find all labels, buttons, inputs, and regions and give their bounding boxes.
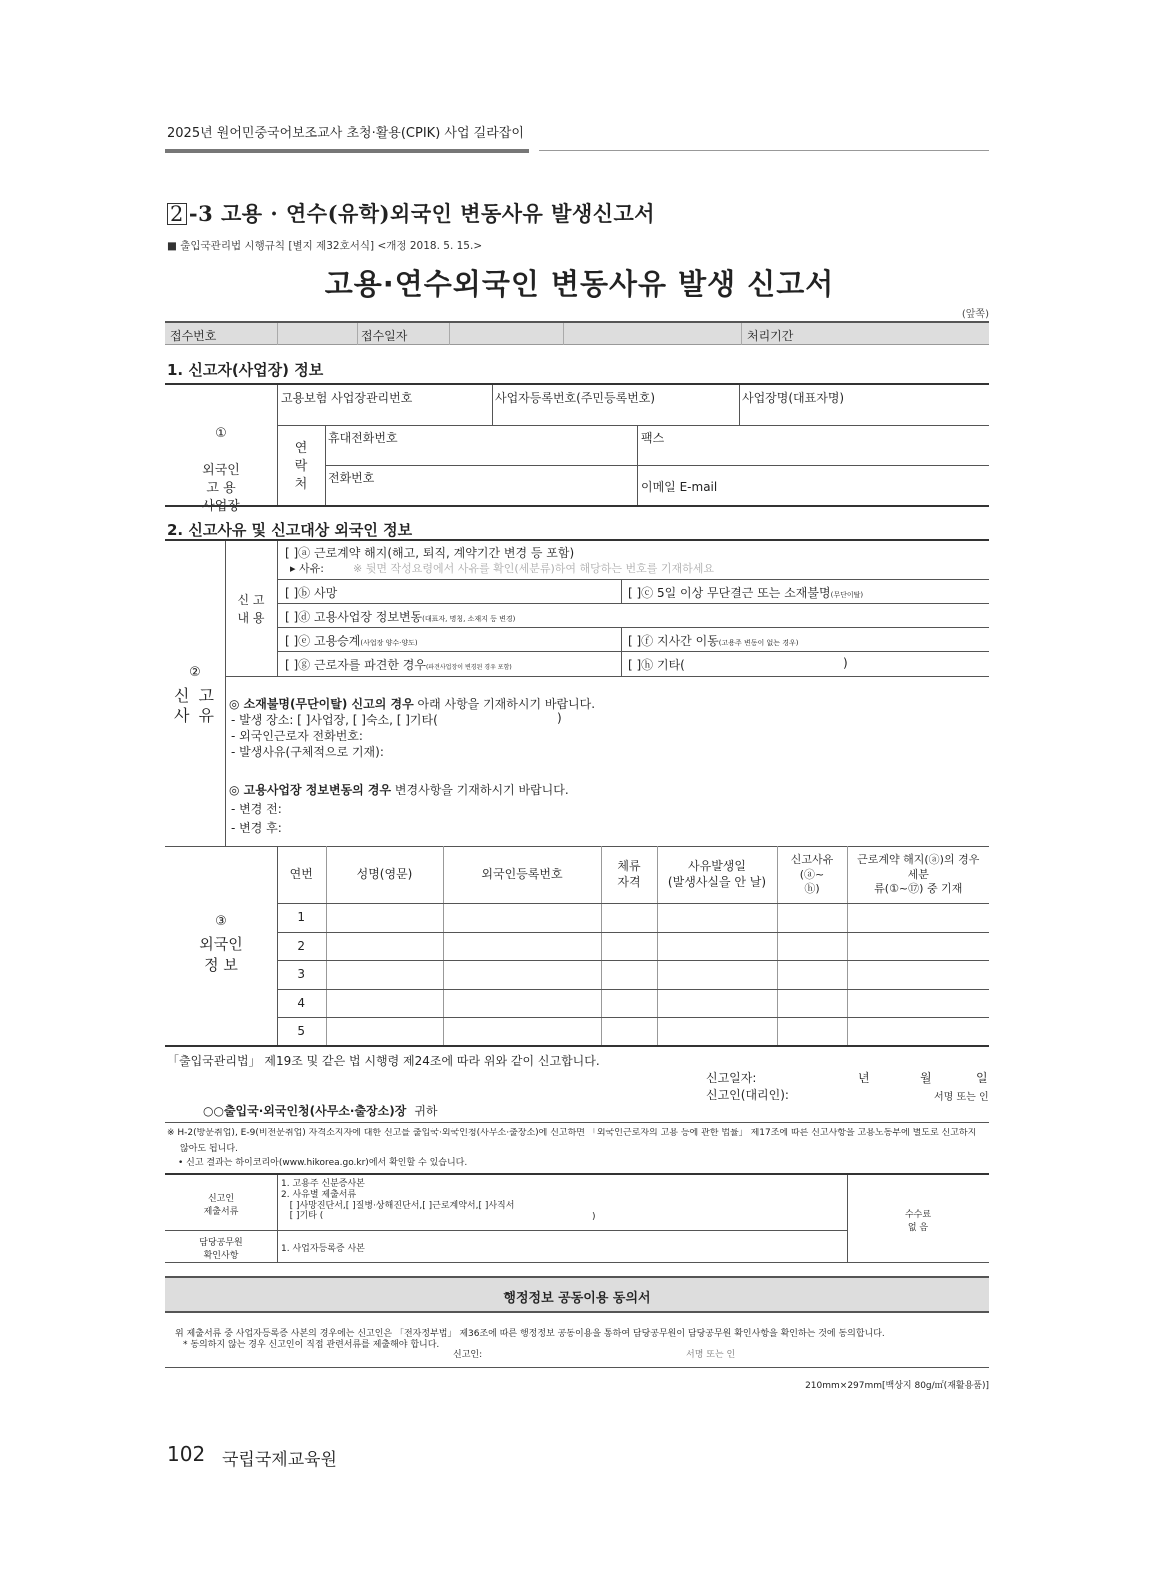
publisher: 국립국제교육원 — [222, 1450, 337, 1470]
receipt-bar — [165, 321, 989, 345]
mobile-field[interactable]: 휴대전화번호 — [328, 431, 398, 445]
header-rule-thin — [539, 150, 989, 151]
reason-cell[interactable] — [777, 989, 847, 1017]
status-cell[interactable] — [601, 932, 657, 960]
reason-cell[interactable] — [777, 932, 847, 960]
column-header: 성명(영문) — [326, 846, 443, 904]
legal-reference: ■ 출입국관리법 시행규칙 [별지 제32호서식] <개정 2018. 5. 15.> — [167, 240, 483, 252]
processing-period-label: 처리기간 — [747, 329, 794, 343]
column-header: 체류 자격 — [601, 846, 657, 904]
signature-field[interactable]: 서명 또는 인 — [934, 1092, 989, 1103]
date-cell[interactable] — [657, 989, 777, 1017]
part2-number: ② — [189, 665, 201, 680]
documents-section — [165, 1175, 989, 1262]
date-cell[interactable] — [657, 932, 777, 960]
month-label[interactable]: 월 — [920, 1071, 932, 1085]
row-number: 2 — [277, 932, 326, 960]
running-header: 2025년 원어민중국어보조교사 초청·활용(CPIK) 사업 길라잡이 — [167, 126, 524, 141]
reason-a-sub: ▸ 사유: — [290, 562, 324, 575]
column-header: 연번 — [277, 846, 326, 904]
change-after[interactable]: - 변경 후: — [231, 821, 282, 835]
consent-note: * 동의하지 않는 경우 신고인이 직접 관련서류를 제출해야 합니다. — [183, 1340, 440, 1350]
employer-info-section — [165, 385, 989, 506]
page-number: 102 — [167, 1442, 206, 1466]
column-header: 외국인등록번호 — [443, 846, 601, 904]
report-date-label: 신고일자: — [706, 1071, 757, 1085]
note-2: • 신고 결과는 하이코리아(www.hikorea.go.kr)에서 확인할 수 있습니다. — [178, 1158, 468, 1168]
reason-b[interactable]: [ ]ⓑ 사망 — [285, 586, 338, 600]
consent-text: 위 제출서류 중 사업자등록증 사본의 경우에는 신고인은 「전자정부법」 제36조에 따른 행정정보 공동이용을 통하여 담당공무원이 담당공무원 확인사항을 확인하는 것에 동의합니다. — [175, 1329, 885, 1339]
form-title: 고용·연수외국인 변동사유 발생 신고서 — [324, 267, 835, 301]
part3-left-label: 외국인 정 보 — [199, 935, 243, 974]
report-reason-section — [165, 541, 989, 846]
section-title-text: -3 고용 · 연수(유학)외국인 변동사유 발생신고서 — [188, 201, 656, 226]
date-cell[interactable] — [657, 961, 777, 989]
registration-cell[interactable] — [443, 1018, 601, 1046]
table-row — [277, 989, 989, 1017]
biz-reg-number-field[interactable]: 사업자등록번호(주민등록번호) — [495, 391, 656, 405]
consent-reporter-label: 신고인: — [453, 1350, 483, 1360]
applicant-docs-label: 신고인 제출서류 — [203, 1194, 239, 1217]
registration-cell[interactable] — [443, 932, 601, 960]
phone-field[interactable]: 전화번호 — [328, 471, 375, 485]
missing-heading: ◎ 소재불명(무단이탈) 신고의 경우 아래 사항을 기재하시기 바랍니다. — [229, 697, 596, 711]
name-cell[interactable] — [326, 1018, 443, 1046]
status-cell[interactable] — [601, 904, 657, 932]
status-cell[interactable] — [601, 989, 657, 1017]
column-header: 신고사유(ⓐ~ ⓗ) — [777, 846, 847, 904]
reason-cell[interactable] — [777, 1018, 847, 1046]
content-label-2: 내 용 — [237, 611, 265, 625]
fax-field[interactable]: 팩스 — [641, 431, 665, 445]
part3-number: ③ — [215, 914, 227, 929]
name-cell[interactable] — [326, 989, 443, 1017]
table-row — [277, 1018, 989, 1046]
reporter-label: 신고인(대리인): — [706, 1088, 789, 1102]
reason-h[interactable]: [ ]ⓗ 기타( — [628, 658, 685, 672]
applicant-docs-close: ) — [592, 1212, 596, 1222]
note-1: ※ H-2(방문취업), E-9(비전문취업) 자격소지자에 대한 신고를 출입국·외국인청(사무소·출장소)에 신고하면 「외국인근로자의 고용 등에 관한 법률」 제17조에 따른 신고사항을 고용노동부에 별도로 신고하지 — [167, 1128, 977, 1138]
subcategory-cell[interactable] — [847, 989, 989, 1017]
reason-e[interactable]: [ ]ⓔ 고용승계(사업장 양수·양도) — [285, 634, 418, 648]
section-number: 2 — [167, 203, 187, 225]
name-cell[interactable] — [326, 932, 443, 960]
section-title — [167, 198, 655, 228]
reason-cell[interactable] — [777, 904, 847, 932]
email-field[interactable]: 이메일 E-mail — [641, 480, 718, 494]
insurance-number-field[interactable]: 고용보험 사업장관리번호 — [281, 391, 413, 405]
missing-reason[interactable]: - 발생사유(구체적으로 기재): — [231, 745, 384, 759]
row-number: 1 — [277, 904, 326, 932]
table-row — [277, 932, 989, 960]
part1-number: ① — [215, 426, 227, 442]
subcategory-cell[interactable] — [847, 932, 989, 960]
part2-left-label-2: 사 유 — [174, 706, 216, 725]
part2-heading: 2. 신고사유 및 신고대상 외국인 정보 — [167, 521, 413, 539]
name-cell[interactable] — [326, 904, 443, 932]
date-cell[interactable] — [657, 1018, 777, 1046]
row-number: 3 — [277, 961, 326, 989]
content-label-1: 신 고 — [237, 593, 265, 607]
status-cell[interactable] — [601, 961, 657, 989]
biz-name-field[interactable]: 사업장명(대표자명) — [742, 391, 845, 405]
row-number: 5 — [277, 1018, 326, 1046]
subcategory-cell[interactable] — [847, 961, 989, 989]
reason-h-close: ) — [843, 656, 848, 670]
table-row — [277, 961, 989, 989]
paper-size: 210mm×297mm[백상지 80g/㎡(재활용품)] — [805, 1381, 989, 1391]
officer-check-label: 담당공무원 확인사항 — [199, 1238, 243, 1261]
missing-place-close: ) — [557, 711, 562, 725]
subcategory-cell[interactable] — [847, 904, 989, 932]
table-row — [277, 904, 989, 932]
reason-c[interactable]: [ ]ⓒ 5일 이상 무단결근 또는 소재불명(무단이탈) — [628, 586, 864, 600]
change-before[interactable]: - 변경 전: — [231, 802, 282, 816]
reason-a-hint: ※ 뒷면 작성요령에서 사유를 확인(세분류)하여 해당하는 번호를 기재하세요 — [353, 562, 715, 575]
applicant-docs-list: 1. 고용주 신분증사본 2. 사유별 제출서류 [ ]사망진단서,[ ]질병·상해진단서,[ ]근로계약서,[ ]사직서 [ ]기타 ( — [281, 1179, 515, 1222]
consent-title: 행정정보 공동이용 동의서 — [503, 1291, 651, 1306]
reason-g[interactable]: [ ]ⓖ 근로자를 파견한 경우(파견사업장이 변경된 경우 포함) — [285, 658, 512, 672]
name-cell[interactable] — [326, 961, 443, 989]
registration-cell[interactable] — [443, 961, 601, 989]
registration-cell[interactable] — [443, 904, 601, 932]
recipient: ○○출입국·외국인청(사무소·출장소)장 귀하 — [203, 1104, 438, 1118]
consent-title-bar — [165, 1276, 989, 1313]
note-1-cont: 않아도 됩니다. — [180, 1144, 238, 1154]
missing-phone[interactable]: - 외국인근로자 전화번호: — [231, 729, 363, 743]
change-heading: ◎ 고용사업장 정보변동의 경우 변경사항을 기재하시기 바랍니다. — [229, 783, 569, 797]
receipt-date-label: 접수일자 — [361, 329, 408, 343]
row-number: 4 — [277, 989, 326, 1017]
missing-place[interactable]: - 발생 장소: [ ]사업장, [ ]숙소, [ ]기타( — [231, 713, 438, 727]
status-cell[interactable] — [601, 1018, 657, 1046]
part1-left-label: 외국인 고 용 — [202, 462, 240, 496]
reason-a[interactable]: [ ]ⓐ 근로계약 해지(해고, 퇴직, 계약기간 변경 등 포함) — [285, 546, 575, 560]
contact-label: 연 락 처 — [294, 441, 308, 493]
day-label[interactable]: 일 — [976, 1071, 988, 1085]
consent-signature[interactable]: 서명 또는 인 — [686, 1350, 736, 1360]
date-cell[interactable] — [657, 904, 777, 932]
part1-heading: 1. 신고자(사업장) 정보 — [167, 361, 324, 379]
reason-f[interactable]: [ ]ⓕ 지사간 이동(고용주 변동이 없는 경우) — [628, 634, 799, 648]
foreigner-table — [277, 846, 989, 1046]
reason-cell[interactable] — [777, 961, 847, 989]
subcategory-cell[interactable] — [847, 1018, 989, 1046]
declaration-statement: 「출입국관리법」 제19조 및 같은 법 시행령 제24조에 따라 위와 같이 신고합니다. — [167, 1054, 600, 1068]
officer-check-list: 1. 사업자등록증 사본 — [281, 1244, 365, 1254]
column-header: 사유발생일 (발생사실을 안 날) — [657, 846, 777, 904]
reason-d[interactable]: [ ]ⓓ 고용사업장 정보변동(대표자, 명칭, 소재지 등 변경) — [285, 610, 516, 624]
header-rule-thick — [165, 149, 529, 153]
part2-left-label-1: 신 고 — [174, 686, 216, 705]
year-label[interactable]: 년 — [858, 1071, 870, 1085]
receipt-number-label: 접수번호 — [170, 329, 217, 343]
registration-cell[interactable] — [443, 989, 601, 1017]
fee-label: 수수료 없 음 — [904, 1210, 932, 1233]
column-header: 근로계약 해지(ⓐ)의 경우 세분 류(①~⑰) 중 기재 — [847, 846, 989, 904]
side-note: (앞쪽) — [961, 309, 989, 320]
